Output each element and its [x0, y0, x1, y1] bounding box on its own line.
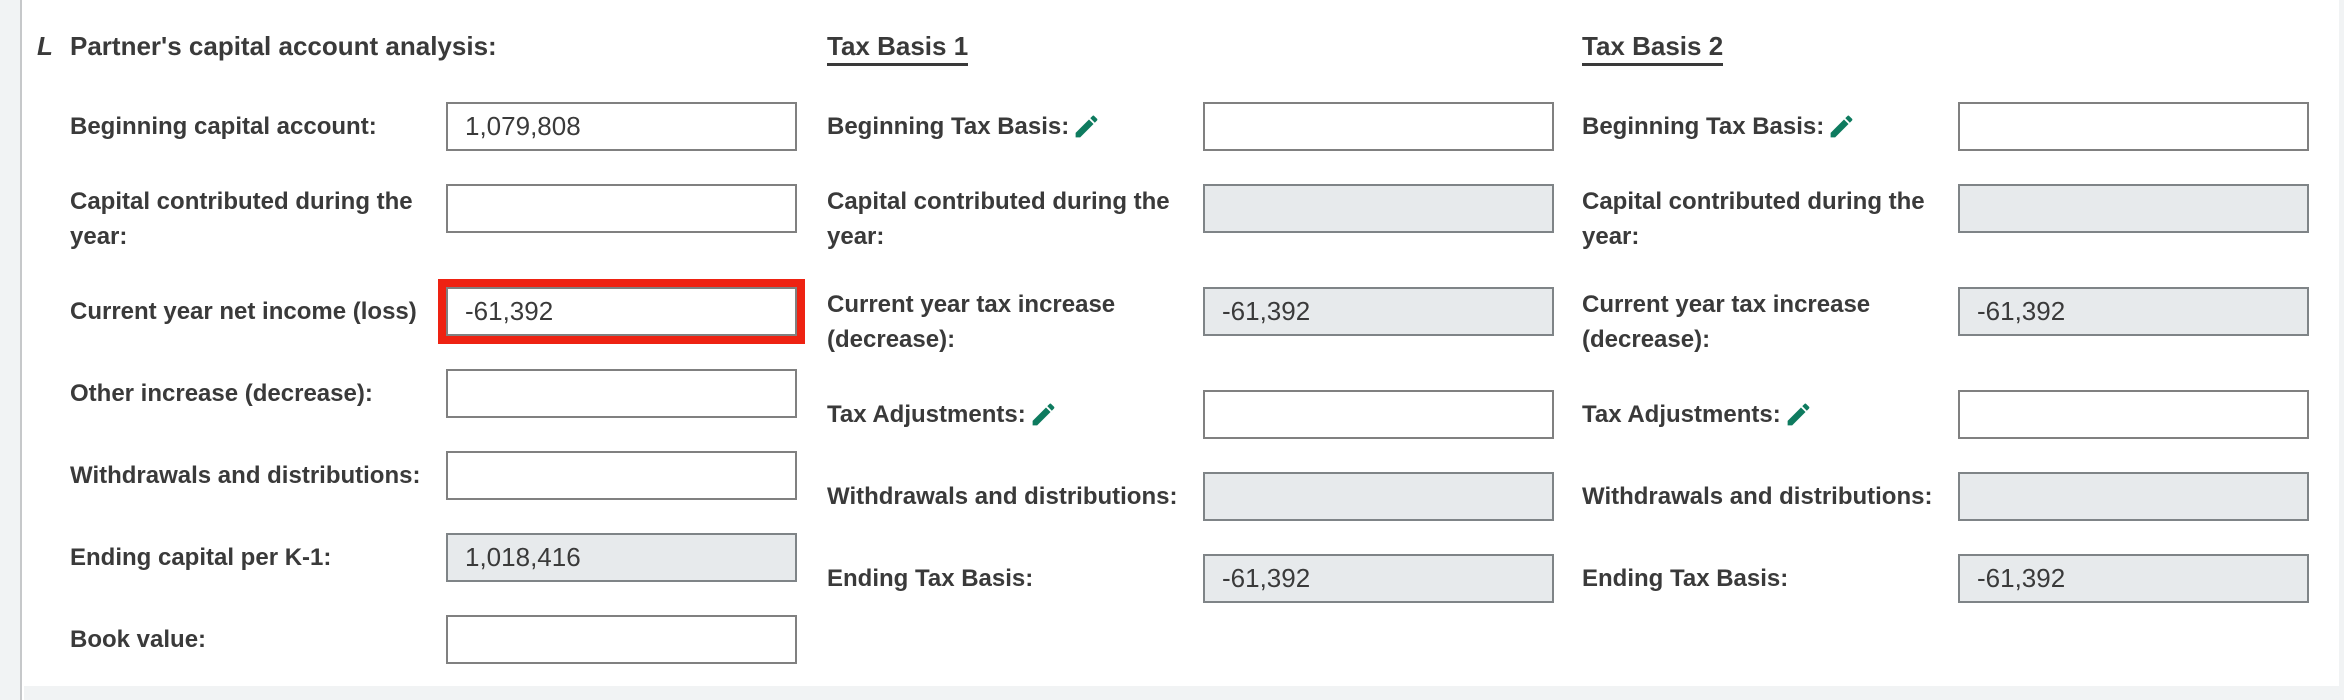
field-label: Beginning Tax Basis: — [827, 109, 1191, 144]
tb2-tax-adjustments-input[interactable] — [1958, 390, 2309, 439]
field-label: Ending Tax Basis: — [827, 565, 1034, 592]
field-label: Capital contributed during the year: — [70, 188, 413, 250]
form-row — [70, 615, 810, 664]
form-row — [827, 472, 1567, 521]
tb2-ending-tax-basis-input — [1958, 554, 2309, 603]
tb2-current-year-tax-increase-input — [1958, 287, 2309, 336]
form-row — [1582, 287, 2322, 357]
form-row — [1582, 102, 2322, 151]
form-row — [70, 102, 810, 151]
ending-capital-k1-input — [446, 533, 797, 582]
tb2-capital-contributed-input — [1958, 184, 2309, 233]
field-label: Ending Tax Basis: — [1582, 565, 1789, 592]
tax-basis-2-column — [1582, 30, 2322, 636]
tb1-ending-tax-basis-input — [1203, 554, 1554, 603]
field-label: Tax Adjustments: — [827, 397, 1191, 432]
tb2-withdrawals-input — [1958, 472, 2309, 521]
capital-contributed-input[interactable] — [446, 184, 797, 233]
field-label: Beginning Tax Basis: — [1582, 109, 1946, 144]
field-label: Beginning capital account: — [70, 113, 377, 140]
form-row — [1582, 390, 2322, 439]
section-title: Partner's capital account analysis: — [70, 31, 497, 61]
field-label: Capital contributed during the year: — [827, 188, 1170, 250]
section-letter: L — [37, 31, 53, 61]
field-label: Withdrawals and distributions: — [70, 462, 421, 489]
right-gutter — [2339, 0, 2344, 700]
tax-basis-1-header: Tax Basis 1 — [827, 30, 1567, 62]
form-row — [70, 451, 810, 500]
form-row — [1582, 554, 2322, 603]
form-row — [70, 184, 810, 254]
section-header — [37, 30, 810, 62]
tb1-capital-contributed-input — [1203, 184, 1554, 233]
field-label: Other increase (decrease): — [70, 380, 373, 407]
field-label: Withdrawals and distributions: — [827, 483, 1178, 510]
tb1-current-year-tax-increase-input — [1203, 287, 1554, 336]
tax-basis-1-column — [827, 30, 1567, 636]
tb1-beginning-tax-basis-input[interactable] — [1203, 102, 1554, 151]
capital-account-column — [37, 30, 810, 697]
form-row — [70, 533, 810, 582]
other-increase-input[interactable] — [446, 369, 797, 418]
edit-pencil-icon[interactable] — [1827, 112, 1856, 141]
edit-pencil-icon[interactable] — [1072, 112, 1101, 141]
form-row — [70, 369, 810, 418]
edit-pencil-icon[interactable] — [1784, 400, 1813, 429]
field-label: Capital contributed during the year: — [1582, 188, 1925, 250]
form-row — [827, 102, 1567, 151]
edit-pencil-icon[interactable] — [1029, 400, 1058, 429]
form-row — [827, 287, 1567, 357]
field-label: Ending capital per K-1: — [70, 544, 332, 571]
form-row — [827, 554, 1567, 603]
current-year-net-income-input[interactable] — [446, 287, 797, 336]
tb1-withdrawals-input — [1203, 472, 1554, 521]
field-label: Withdrawals and distributions: — [1582, 483, 1933, 510]
agent-highlight-box — [438, 279, 805, 344]
field-label: Current year tax increase (decrease): — [827, 291, 1116, 353]
tb2-beginning-tax-basis-input[interactable] — [1958, 102, 2309, 151]
left-gutter — [0, 0, 22, 700]
tb1-tax-adjustments-input[interactable] — [1203, 390, 1554, 439]
withdrawals-distributions-input[interactable] — [446, 451, 797, 500]
field-label: Current year net income (loss) — [70, 298, 417, 325]
form-row — [827, 184, 1567, 254]
form-row — [1582, 472, 2322, 521]
beginning-capital-input[interactable] — [446, 102, 797, 151]
field-label: Book value: — [70, 626, 207, 653]
field-label: Current year tax increase (decrease): — [1582, 291, 1871, 353]
form-row — [70, 287, 810, 336]
tax-basis-2-header: Tax Basis 2 — [1582, 30, 2322, 62]
form-row — [1582, 184, 2322, 254]
book-value-input[interactable] — [446, 615, 797, 664]
form-row — [827, 390, 1567, 439]
field-label: Tax Adjustments: — [1582, 397, 1946, 432]
